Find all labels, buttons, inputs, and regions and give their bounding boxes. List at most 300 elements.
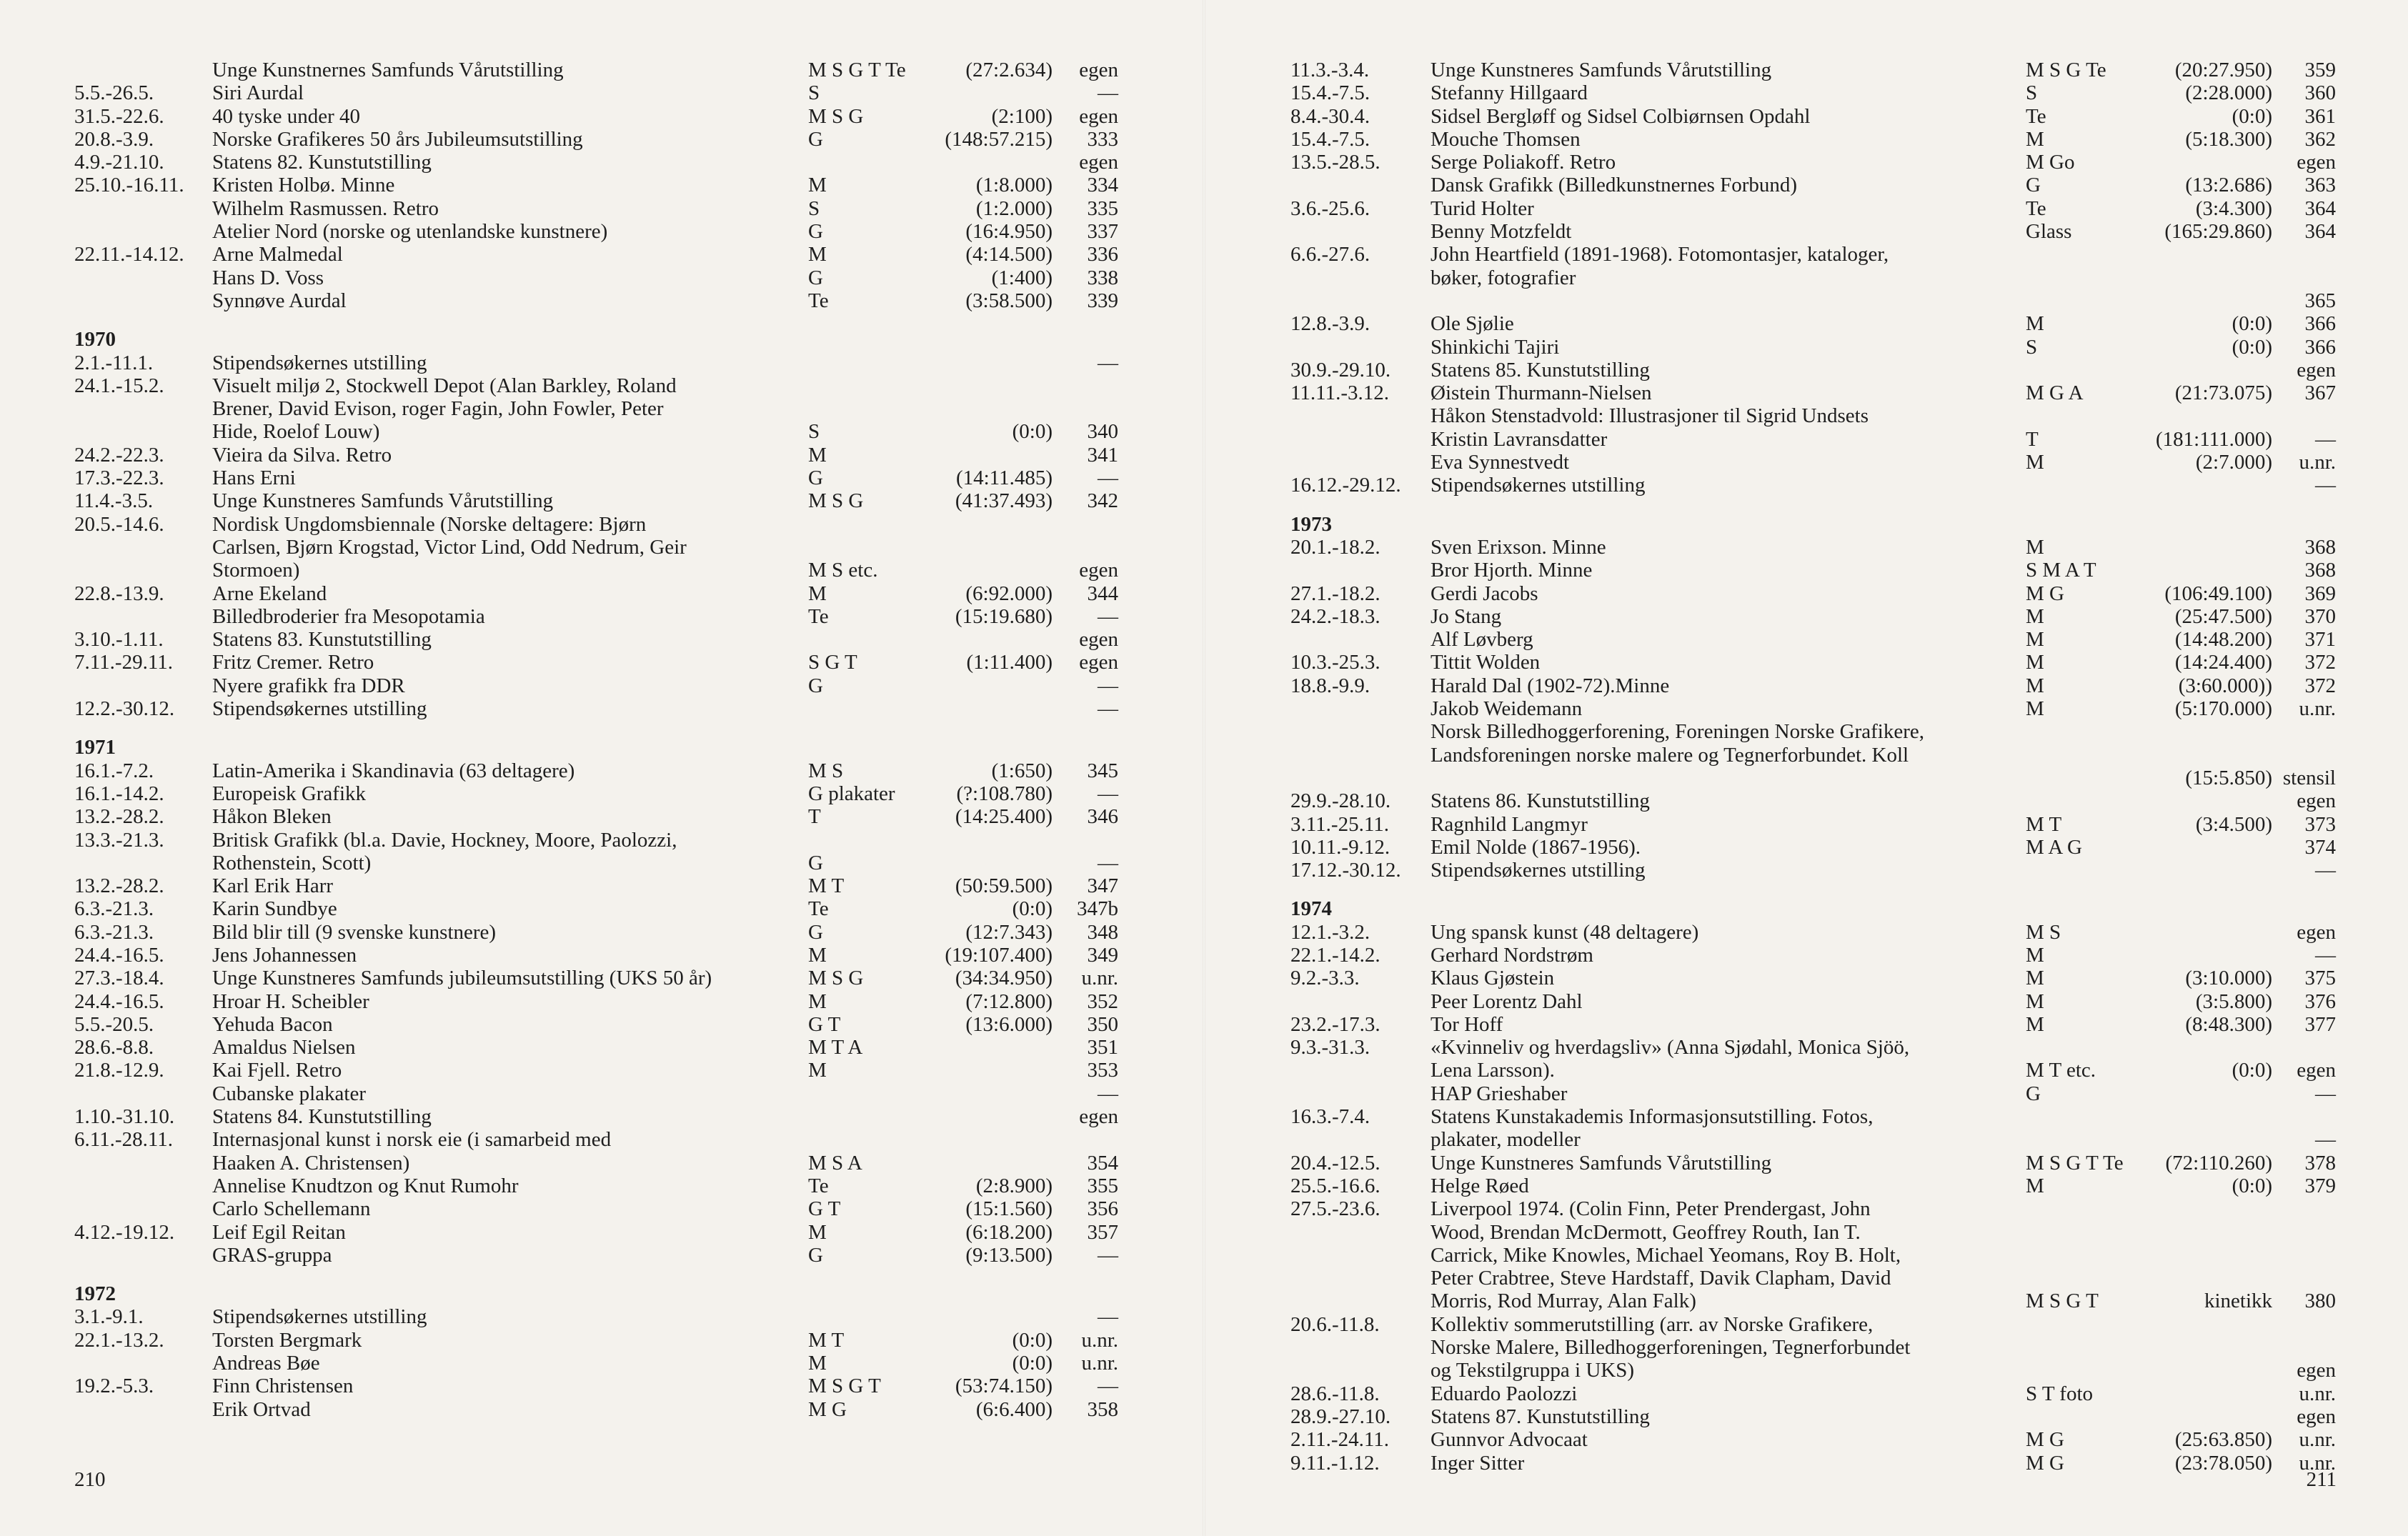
exhibition-catalogue-ref: 359 — [2304, 59, 2336, 81]
exhibition-works-count: kinetikk — [2204, 1290, 2272, 1313]
exhibition-catalogue-ref: 335 — [1087, 196, 1118, 220]
exhibition-catalogue-ref: u.nr. — [2299, 451, 2336, 474]
exhibition-works-count: (181:111.000) — [2156, 427, 2272, 451]
exhibition-date: 28.6.-8.8. — [74, 1036, 154, 1059]
exhibition-date: 13.2.-28.2. — [74, 874, 164, 898]
exhibition-date: 13.5.-28.5. — [1290, 151, 1380, 174]
exhibition-title: Brener, David Evison, roger Fagin, John Fowler, Peter — [212, 397, 664, 421]
exhibition-technique: M — [808, 989, 827, 1013]
exhibition-catalogue-ref: 366 — [2304, 312, 2336, 336]
exhibition-title: Jo Stang — [1431, 604, 1502, 628]
exhibition-catalogue-ref: 337 — [1087, 220, 1118, 244]
exhibition-works-count: (1:400) — [991, 266, 1053, 289]
exhibition-catalogue-ref: 345 — [1087, 759, 1118, 782]
exhibition-date: 11.3.-3.4. — [1290, 59, 1370, 81]
exhibition-title: 40 tyske under 40 — [212, 104, 360, 128]
exhibition-technique: M S G T Te — [808, 59, 906, 81]
exhibition-technique: S — [2026, 81, 2038, 105]
exhibition-title: Statens 85. Kunstutstilling — [1431, 358, 1650, 381]
exhibition-date: 24.1.-15.2. — [74, 374, 164, 397]
year-label: 1972 — [74, 1282, 116, 1306]
right-page — [1204, 0, 2408, 1536]
exhibition-date: 10.3.-25.3. — [1290, 651, 1380, 674]
exhibition-catalogue-ref: egen — [1079, 1105, 1118, 1129]
exhibition-works-count: (6:18.200) — [965, 1220, 1053, 1244]
exhibition-catalogue-ref: 340 — [1087, 420, 1118, 444]
exhibition-works-count: (5:170.000) — [2174, 697, 2272, 721]
exhibition-technique: Te — [808, 289, 829, 312]
exhibition-works-count: (34:34.950) — [955, 967, 1053, 990]
exhibition-works-count: (0:0) — [1012, 420, 1053, 444]
exhibition-works-count: (1:650) — [991, 759, 1053, 782]
exhibition-works-count: (3:60.000)) — [2178, 674, 2272, 697]
exhibition-catalogue-ref: 339 — [1087, 289, 1118, 312]
exhibition-catalogue-ref: egen — [1079, 628, 1118, 652]
exhibition-catalogue-ref: 376 — [2304, 989, 2336, 1013]
exhibition-technique: M — [2026, 312, 2044, 336]
exhibition-title: Statens 87. Kunstutstilling — [1431, 1405, 1650, 1428]
year-label: 1970 — [74, 328, 116, 351]
exhibition-technique: M G — [2026, 582, 2064, 605]
exhibition-title: Inger Sitter — [1431, 1451, 1525, 1475]
exhibition-date: 2.11.-24.11. — [1290, 1428, 1390, 1452]
exhibition-catalogue-ref: — — [1098, 81, 1118, 105]
exhibition-works-count: (2:28.000) — [2185, 81, 2272, 105]
exhibition-date: 1.10.-31.10. — [74, 1105, 175, 1129]
year-label: 1974 — [1290, 897, 1332, 921]
exhibition-technique: M G — [2026, 1428, 2064, 1452]
exhibition-works-count: (23:78.050) — [2174, 1451, 2272, 1475]
exhibition-works-count: (0:0) — [1012, 897, 1053, 921]
exhibition-title: Hans D. Voss — [212, 266, 324, 289]
exhibition-title: Finn Christensen — [212, 1375, 354, 1398]
exhibition-catalogue-ref: 346 — [1087, 805, 1118, 829]
exhibition-title: Liverpool 1974. (Colin Finn, Peter Prendergast, John — [1431, 1197, 1871, 1221]
exhibition-catalogue-ref: u.nr. — [1081, 1328, 1118, 1352]
exhibition-title: Stipendsøkernes utstilling — [212, 697, 427, 721]
exhibition-works-count: (?:108.780) — [956, 782, 1053, 805]
exhibition-title: Landsforeningen norske malere og Tegnerforbundet. Koll — [1431, 743, 1909, 767]
exhibition-catalogue-ref: 336 — [1087, 243, 1118, 266]
exhibition-works-count: (25:63.850) — [2174, 1428, 2272, 1452]
exhibition-date: 6.3.-21.3. — [74, 897, 154, 921]
exhibition-date: 6.3.-21.3. — [74, 920, 154, 944]
exhibition-date: 27.3.-18.4. — [74, 967, 164, 990]
exhibition-catalogue-ref: 379 — [2304, 1174, 2336, 1197]
exhibition-title: Annelise Knudtzon og Knut Rumohr — [212, 1174, 519, 1197]
exhibition-catalogue-ref: 364 — [2304, 220, 2336, 244]
exhibition-works-count: (27:2.634) — [965, 59, 1053, 81]
exhibition-title: Billedbroderier fra Mesopotamia — [212, 604, 485, 628]
exhibition-catalogue-ref: egen — [2297, 789, 2336, 813]
exhibition-technique: M — [2026, 127, 2044, 151]
exhibition-catalogue-ref: 355 — [1087, 1174, 1118, 1197]
exhibition-technique: M A G — [2026, 835, 2082, 859]
exhibition-works-count: (2:8.900) — [975, 1174, 1053, 1197]
exhibition-catalogue-ref: — — [1098, 1243, 1118, 1267]
exhibition-title: Statens 84. Kunstutstilling — [212, 1105, 432, 1129]
exhibition-title: Morris, Rod Murray, Alan Falk) — [1431, 1290, 1696, 1313]
exhibition-works-count: (15:5.850) — [2185, 766, 2272, 789]
exhibition-works-count: (14:24.400) — [2174, 651, 2272, 674]
exhibition-title: Andreas Bøe — [212, 1352, 320, 1375]
exhibition-catalogue-ref: 378 — [2304, 1151, 2336, 1175]
exhibition-catalogue-ref: egen — [2297, 151, 2336, 174]
exhibition-catalogue-ref: egen — [2297, 920, 2336, 944]
exhibition-technique: M — [808, 1220, 827, 1244]
exhibition-title: Carrick, Mike Knowles, Michael Yeomans, Roy B. Holt, — [1431, 1243, 1901, 1267]
exhibition-title: Nordisk Ungdomsbiennale (Norske deltagere: Bjørn — [212, 512, 647, 536]
exhibition-date: 31.5.-22.6. — [74, 104, 164, 128]
exhibition-title: Erik Ortvad — [212, 1397, 311, 1421]
exhibition-catalogue-ref: 367 — [2304, 381, 2336, 405]
exhibition-catalogue-ref: u.nr. — [2299, 697, 2336, 721]
exhibition-works-count: (16:4.950) — [965, 220, 1053, 244]
exhibition-title: Carlo Schellemann — [212, 1197, 371, 1221]
exhibition-catalogue-ref: 374 — [2304, 835, 2336, 859]
exhibition-date: 22.11.-14.12. — [74, 243, 184, 266]
exhibition-title: HAP Grieshaber — [1431, 1082, 1568, 1105]
exhibition-catalogue-ref: egen — [1079, 59, 1118, 81]
exhibition-technique: M G — [2026, 1451, 2064, 1475]
exhibition-catalogue-ref: 380 — [2304, 1290, 2336, 1313]
exhibition-date: 17.12.-30.12. — [1290, 859, 1401, 882]
exhibition-title: Stipendsøkernes utstilling — [1431, 859, 1646, 882]
exhibition-catalogue-ref: 352 — [1087, 989, 1118, 1013]
exhibition-catalogue-ref: 354 — [1087, 1151, 1118, 1175]
year-label: 1971 — [74, 736, 116, 759]
exhibition-date: 3.1.-9.1. — [74, 1305, 144, 1329]
exhibition-technique: M S G — [808, 489, 864, 513]
exhibition-works-count: (1:8.000) — [975, 174, 1053, 197]
exhibition-technique: G — [808, 467, 823, 490]
exhibition-title: Internasjonal kunst i norsk eie (i samarbeid med — [212, 1128, 612, 1152]
exhibition-date: 16.1.-14.2. — [74, 782, 164, 805]
exhibition-date: 22.8.-13.9. — [74, 582, 164, 605]
exhibition-title: Klaus Gjøstein — [1431, 967, 1555, 990]
exhibition-works-count: (9:13.500) — [965, 1243, 1053, 1267]
exhibition-title: Fritz Cremer. Retro — [212, 651, 374, 674]
exhibition-date: 20.1.-18.2. — [1290, 535, 1380, 559]
exhibition-title: Jens Johannessen — [212, 943, 357, 967]
exhibition-title: Vieira da Silva. Retro — [212, 443, 392, 467]
exhibition-catalogue-ref: 350 — [1087, 1012, 1118, 1036]
exhibition-date: 2.1.-11.1. — [74, 351, 154, 374]
exhibition-works-count: (12:7.343) — [965, 920, 1053, 944]
exhibition-date: 5.5.-26.5. — [74, 81, 154, 105]
exhibition-title: Amaldus Nielsen — [212, 1036, 356, 1059]
exhibition-catalogue-ref: 369 — [2304, 582, 2336, 605]
exhibition-title: Stormoen) — [212, 559, 300, 582]
exhibition-works-count: (3:58.500) — [965, 289, 1053, 312]
exhibition-title: Stipendsøkernes utstilling — [212, 1305, 427, 1329]
exhibition-technique: M S G Te — [2026, 59, 2106, 81]
exhibition-catalogue-ref: 342 — [1087, 489, 1118, 513]
exhibition-title: Yehuda Bacon — [212, 1012, 333, 1036]
exhibition-technique: M — [2026, 697, 2044, 721]
exhibition-title: Synnøve Aurdal — [212, 289, 347, 312]
exhibition-title: Statens 86. Kunstutstilling — [1431, 789, 1650, 813]
exhibition-works-count: (2:100) — [991, 104, 1053, 128]
exhibition-title: Torsten Bergmark — [212, 1328, 362, 1352]
exhibition-date: 20.5.-14.6. — [74, 512, 164, 536]
exhibition-date: 12.2.-30.12. — [74, 697, 175, 721]
exhibition-date: 4.9.-21.10. — [74, 151, 164, 174]
exhibition-title: Hans Erni — [212, 467, 296, 490]
exhibition-date: 20.8.-3.9. — [74, 127, 154, 151]
exhibition-title: bøker, fotografier — [1431, 266, 1576, 289]
exhibition-works-count: (41:37.493) — [955, 489, 1053, 513]
exhibition-technique: T — [808, 805, 821, 829]
exhibition-title: Håkon Bleken — [212, 805, 332, 829]
exhibition-title: Tittit Wolden — [1431, 651, 1541, 674]
exhibition-technique: S — [808, 196, 820, 220]
exhibition-date: 12.8.-3.9. — [1290, 312, 1370, 336]
exhibition-catalogue-ref: — — [2315, 943, 2336, 967]
exhibition-catalogue-ref: 349 — [1087, 943, 1118, 967]
exhibition-technique: S T foto — [2026, 1382, 2094, 1405]
exhibition-date: 24.2.-18.3. — [1290, 604, 1380, 628]
exhibition-technique: Te — [808, 1174, 829, 1197]
exhibition-technique: M — [808, 943, 827, 967]
exhibition-technique: M — [2026, 535, 2044, 559]
exhibition-date: 15.4.-7.5. — [1290, 81, 1370, 105]
exhibition-catalogue-ref: — — [2315, 859, 2336, 882]
exhibition-date: 9.3.-31.3. — [1290, 1036, 1370, 1059]
exhibition-technique: M Go — [2026, 151, 2075, 174]
exhibition-technique: G — [808, 674, 823, 697]
exhibition-works-count: (50:59.500) — [955, 874, 1053, 898]
exhibition-technique: G — [808, 127, 823, 151]
exhibition-title: Britisk Grafikk (bl.a. Davie, Hockney, Moore, Paolozzi, — [212, 828, 677, 852]
exhibition-technique: M — [2026, 674, 2044, 697]
exhibition-works-count: (72:110.260) — [2165, 1151, 2272, 1175]
exhibition-works-count: (0:0) — [2232, 1174, 2272, 1197]
exhibition-works-count: (3:4.300) — [2195, 196, 2272, 220]
exhibition-works-count: (0:0) — [2232, 1059, 2272, 1082]
exhibition-technique: M — [2026, 604, 2044, 628]
exhibition-title: Stefanny Hillgaard — [1431, 81, 1588, 105]
exhibition-title: Wood, Brendan McDermott, Geoffrey Routh, Ian T. — [1431, 1220, 1861, 1244]
exhibition-title: Unge Kunstneres Samfunds Vårutstilling — [212, 489, 554, 513]
exhibition-catalogue-ref: egen — [1079, 651, 1118, 674]
exhibition-catalogue-ref: 347 — [1087, 874, 1118, 898]
exhibition-date: 30.9.-29.10. — [1290, 358, 1391, 381]
exhibition-works-count: (53:74.150) — [955, 1375, 1053, 1398]
exhibition-date: 20.4.-12.5. — [1290, 1151, 1380, 1175]
exhibition-works-count: (15:1.560) — [965, 1197, 1053, 1221]
exhibition-title: Mouche Thomsen — [1431, 127, 1581, 151]
exhibition-title: Cubanske plakater — [212, 1082, 367, 1105]
exhibition-catalogue-ref: 366 — [2304, 335, 2336, 359]
exhibition-works-count: (1:2.000) — [975, 196, 1053, 220]
exhibition-catalogue-ref: — — [2315, 474, 2336, 497]
exhibition-date: 15.4.-7.5. — [1290, 127, 1370, 151]
exhibition-title: Siri Aurdal — [212, 81, 304, 105]
exhibition-catalogue-ref: egen — [1079, 104, 1118, 128]
exhibition-title: Emil Nolde (1867-1956). — [1431, 835, 1641, 859]
exhibition-catalogue-ref: u.nr. — [2299, 1382, 2336, 1405]
exhibition-technique: Te — [808, 897, 829, 921]
exhibition-title: Gerhard Nordstrøm — [1431, 943, 1593, 967]
exhibition-catalogue-ref: 372 — [2304, 651, 2336, 674]
exhibition-title: Stipendsøkernes utstilling — [212, 351, 427, 374]
exhibition-date: 12.1.-3.2. — [1290, 920, 1370, 944]
exhibition-catalogue-ref: 372 — [2304, 674, 2336, 697]
exhibition-catalogue-ref: — — [1098, 1375, 1118, 1398]
exhibition-works-count: (20:27.950) — [2174, 59, 2272, 81]
exhibition-works-count: (3:4.500) — [2195, 812, 2272, 836]
exhibition-catalogue-ref: u.nr. — [1081, 967, 1118, 990]
exhibition-date: 11.4.-3.5. — [74, 489, 154, 513]
exhibition-catalogue-ref: 344 — [1087, 582, 1118, 605]
exhibition-date: 29.9.-28.10. — [1290, 789, 1391, 813]
exhibition-technique: G plakater — [808, 782, 895, 805]
exhibition-catalogue-ref: — — [1098, 1082, 1118, 1105]
exhibition-works-count: (7:12.800) — [965, 989, 1053, 1013]
exhibition-title: Nyere grafikk fra DDR — [212, 674, 405, 697]
exhibition-date: 3.6.-25.6. — [1290, 196, 1370, 220]
exhibition-works-count: (165:29.860) — [2164, 220, 2272, 244]
exhibition-title: Karin Sundbye — [212, 897, 337, 921]
exhibition-date: 18.8.-9.9. — [1290, 674, 1370, 697]
exhibition-date: 5.5.-20.5. — [74, 1012, 154, 1036]
exhibition-title: Statens 83. Kunstutstilling — [212, 628, 432, 652]
exhibition-technique: M — [2026, 943, 2044, 967]
exhibition-technique: M — [808, 582, 827, 605]
exhibition-works-count: (4:14.500) — [965, 243, 1053, 266]
exhibition-date: 27.1.-18.2. — [1290, 582, 1380, 605]
exhibition-title: «Kvinneliv og hverdagsliv» (Anna Sjødahl, Monica Sjöö, — [1431, 1036, 1910, 1059]
exhibition-technique: G — [2026, 1082, 2041, 1105]
exhibition-title: Statens 82. Kunstutstilling — [212, 151, 432, 174]
exhibition-works-count: (0:0) — [2232, 312, 2272, 336]
exhibition-technique: M — [2026, 628, 2044, 652]
exhibition-technique: M T — [808, 874, 845, 898]
exhibition-title: Peter Crabtree, Steve Hardstaff, Davik Clapham, David — [1431, 1267, 1891, 1290]
exhibition-title: Håkon Stenstadvold: Illustrasjoner til Sigrid Undsets — [1431, 404, 1869, 428]
exhibition-technique: M T A — [808, 1036, 863, 1059]
exhibition-title: Hroar H. Scheibler — [212, 989, 369, 1013]
exhibition-catalogue-ref: 357 — [1087, 1220, 1118, 1244]
exhibition-works-count: (19:107.400) — [945, 943, 1053, 967]
exhibition-title: Visuelt miljø 2, Stockwell Depot (Alan Barkley, Roland — [212, 374, 677, 397]
exhibition-catalogue-ref: u.nr. — [2299, 1451, 2336, 1475]
exhibition-technique: M — [2026, 967, 2044, 990]
exhibition-title: Rothenstein, Scott) — [212, 851, 372, 874]
exhibition-technique: M — [2026, 651, 2044, 674]
exhibition-title: Unge Kunstnernes Samfunds Vårutstilling — [212, 59, 564, 81]
exhibition-technique: Te — [808, 604, 829, 628]
exhibition-technique: G — [808, 1243, 823, 1267]
exhibition-title: Stipendsøkernes utstilling — [1431, 474, 1646, 497]
exhibition-date: 9.2.-3.3. — [1290, 967, 1360, 990]
exhibition-technique: M S A — [808, 1151, 862, 1175]
exhibition-catalogue-ref: 358 — [1087, 1397, 1118, 1421]
exhibition-catalogue-ref: 365 — [2304, 289, 2336, 312]
exhibition-date: 17.3.-22.3. — [74, 467, 164, 490]
exhibition-title: Sidsel Bergløff og Sidsel Colbiørnsen Opdahl — [1431, 104, 1811, 128]
exhibition-title: plakater, modeller — [1431, 1128, 1581, 1152]
exhibition-works-count: (0:0) — [1012, 1352, 1053, 1375]
exhibition-title: Kai Fjell. Retro — [212, 1059, 342, 1082]
exhibition-catalogue-ref: egen — [2297, 1359, 2336, 1382]
exhibition-date: 25.5.-16.6. — [1290, 1174, 1380, 1197]
exhibition-catalogue-ref: 368 — [2304, 535, 2336, 559]
exhibition-catalogue-ref: egen — [2297, 1405, 2336, 1428]
exhibition-technique: Glass — [2026, 220, 2072, 244]
exhibition-date: 4.12.-19.12. — [74, 1220, 175, 1244]
exhibition-title: Eva Synnestvedt — [1431, 451, 1570, 474]
exhibition-technique: M — [2026, 1012, 2044, 1036]
exhibition-technique: M T — [808, 1328, 845, 1352]
year-label: 1973 — [1290, 512, 1332, 536]
exhibition-date: 11.11.-3.12. — [1290, 381, 1390, 405]
exhibition-technique: M — [2026, 1174, 2044, 1197]
exhibition-catalogue-ref: 351 — [1087, 1036, 1118, 1059]
exhibition-technique: M T etc. — [2026, 1059, 2096, 1082]
exhibition-title: Carlsen, Bjørn Krogstad, Victor Lind, Odd Nedrum, Geir — [212, 535, 687, 559]
exhibition-catalogue-ref: 334 — [1087, 174, 1118, 197]
exhibition-title: Norske Grafikeres 50 års Jubileumsutstilling — [212, 127, 583, 151]
exhibition-date: 6.6.-27.6. — [1290, 243, 1370, 266]
exhibition-catalogue-ref: egen — [2297, 1059, 2336, 1082]
exhibition-date: 10.11.-9.12. — [1290, 835, 1390, 859]
exhibition-technique: S M A T — [2026, 559, 2096, 582]
exhibition-works-count: (106:49.100) — [2164, 582, 2272, 605]
exhibition-date: 16.3.-7.4. — [1290, 1105, 1370, 1129]
exhibition-technique: M — [808, 1352, 827, 1375]
exhibition-title: Eduardo Paolozzi — [1431, 1382, 1578, 1405]
exhibition-title: John Heartfield (1891-1968). Fotomontasjer, kataloger, — [1431, 243, 1889, 266]
exhibition-title: Lena Larsson). — [1431, 1059, 1555, 1082]
exhibition-works-count: (25:47.500) — [2174, 604, 2272, 628]
exhibition-technique: M — [808, 443, 827, 467]
exhibition-date: 7.11.-29.11. — [74, 651, 174, 674]
exhibition-works-count: (13:2.686) — [2185, 174, 2272, 197]
exhibition-date: 21.8.-12.9. — [74, 1059, 164, 1082]
exhibition-title: Peer Lorentz Dahl — [1431, 989, 1583, 1013]
exhibition-technique: G — [2026, 174, 2041, 197]
exhibition-date: 13.2.-28.2. — [74, 805, 164, 829]
exhibition-catalogue-ref: — — [2315, 427, 2336, 451]
exhibition-title: Kollektiv sommerutstilling (arr. av Norske Grafikere, — [1431, 1312, 1874, 1336]
exhibition-title: Arne Ekeland — [212, 582, 327, 605]
exhibition-date: 6.11.-28.11. — [74, 1128, 174, 1152]
exhibition-catalogue-ref: 353 — [1087, 1059, 1118, 1082]
exhibition-catalogue-ref: 348 — [1087, 920, 1118, 944]
exhibition-date: 27.5.-23.6. — [1290, 1197, 1380, 1221]
exhibition-catalogue-ref: egen — [1079, 151, 1118, 174]
exhibition-date: 9.11.-1.12. — [1290, 1451, 1380, 1475]
exhibition-title: Unge Kunstneres Samfunds Vårutstilling — [1431, 59, 1772, 81]
exhibition-date: 8.4.-30.4. — [1290, 104, 1370, 128]
exhibition-catalogue-ref: 347b — [1077, 897, 1118, 921]
exhibition-works-count: (148:57.215) — [945, 127, 1053, 151]
exhibition-technique: G — [808, 851, 823, 874]
exhibition-works-count: (15:19.680) — [955, 604, 1053, 628]
exhibition-catalogue-ref: — — [1098, 697, 1118, 721]
exhibition-works-count: (0:0) — [2232, 335, 2272, 359]
exhibition-catalogue-ref: 373 — [2304, 812, 2336, 836]
exhibition-date: 3.10.-1.11. — [74, 628, 164, 652]
exhibition-title: Statens Kunstakademis Informasjonsutstilling. Fotos, — [1431, 1105, 1874, 1129]
exhibition-date: 24.2.-22.3. — [74, 443, 164, 467]
exhibition-technique: M — [808, 1059, 827, 1082]
exhibition-title: Unge Kunstneres Samfunds jubileumsutstilling (UKS 50 år) — [212, 967, 712, 990]
exhibition-date: 23.2.-17.3. — [1290, 1012, 1380, 1036]
exhibition-title: Sven Erixson. Minne — [1431, 535, 1606, 559]
